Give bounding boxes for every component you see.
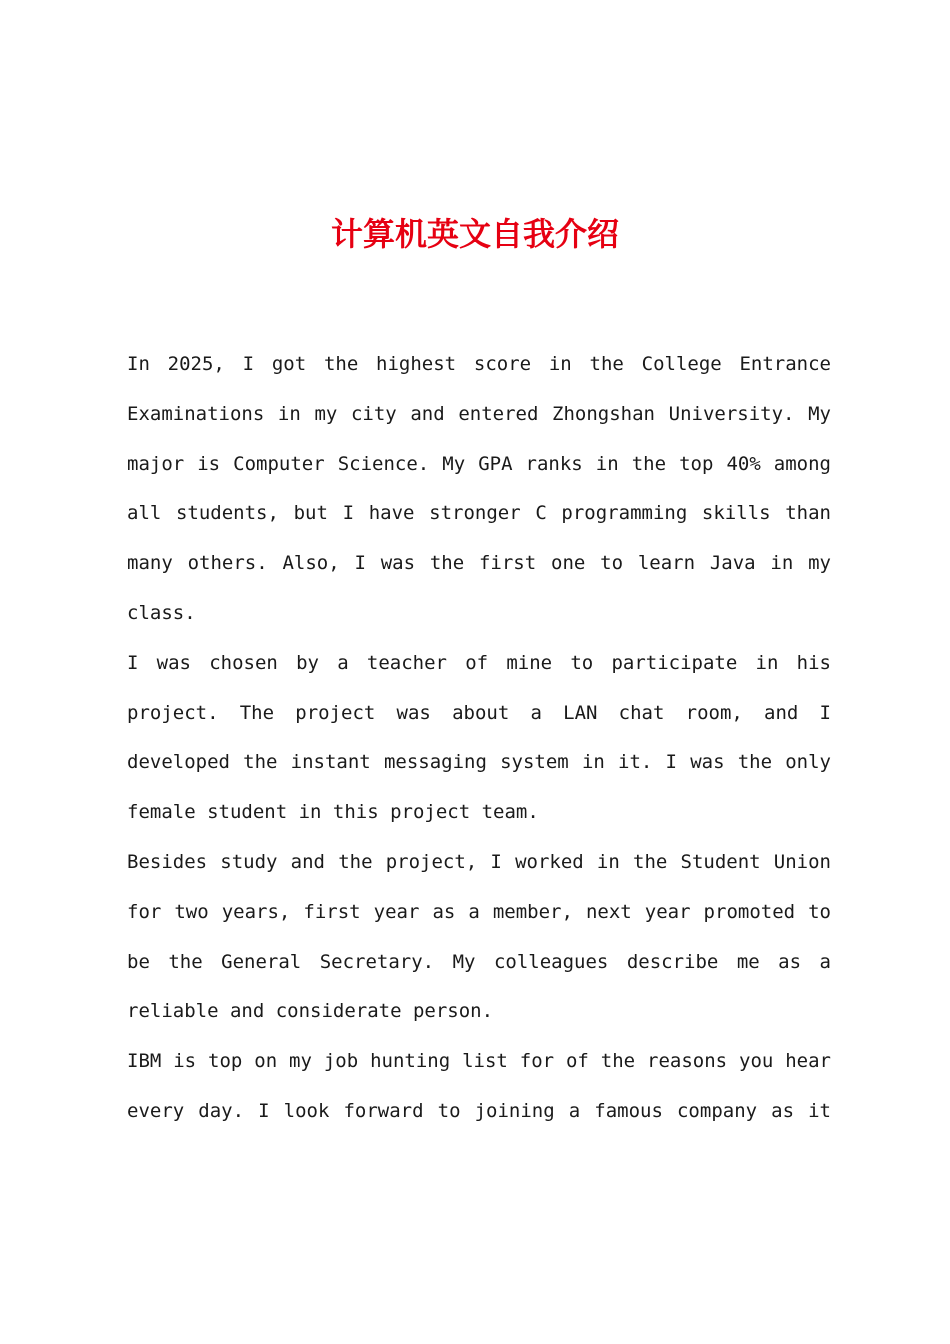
paragraph-ibm: IBM is top on my job hunting list for of the reasons you hear every day. I look forward to joining a famous company as it [127, 1050, 831, 1122]
document-title: 计算机英文自我介绍 [330, 215, 619, 253]
document-body [127, 340, 831, 1137]
paragraph-project: I was chosen by a teacher of mine to participate in his project. The project was about a LAN chat room, and I developed the instant messaging system in it. I was the only female student in this project team. [127, 651, 831, 824]
paragraph-student-union: Besides study and the project, I worked in the Student Union for two years, first year as a member, next year promoted to be the General Secretary. My colleagues describe me as a reliable and considerate person. [127, 850, 831, 1023]
paragraph-education: In 2025, I got the highest score in the College Entrance Examinations in my city and entered Zhongshan University. My major is Computer Science. My GPA ranks in the top 40% among all students, but I have stronger C programming skills than many others. Also, I was the first one to learn Java in my class. [127, 353, 831, 624]
